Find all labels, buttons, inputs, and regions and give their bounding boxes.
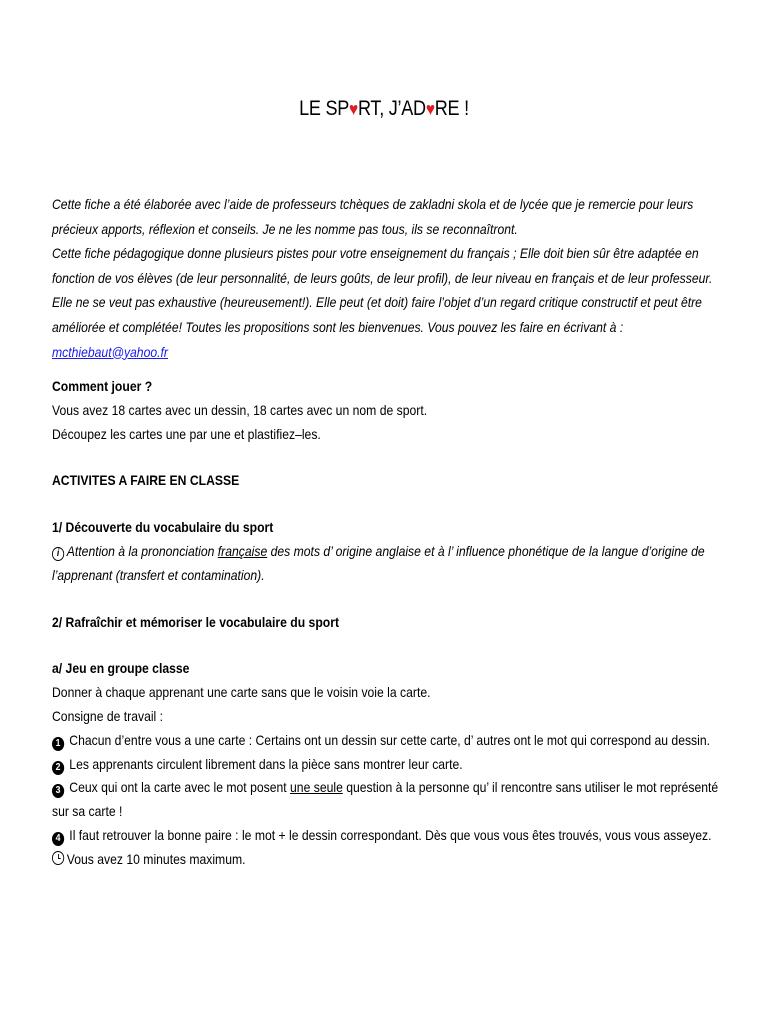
activities-heading: ACTIVITES A FAIRE EN CLASSE [52,472,240,489]
step-1 [52,729,731,753]
intro-text-2-body: Cette fiche pédagogique donne plusieurs pistes pour votre enseignement du français ; Elle doit bien sûr être adaptée en fonction de vos élèves (de leur personnalité, de leurs goûts, de leur profil), de leur niveau en français et de leur professeur. Elle ne se veut pas exhaustive (heureusement!). Elle peut (et doit) faire l’objet d’un regard critique constructif et peut être améliorée et complétée! Toutes les propositions sont les bienvenues. Vous pouvez les faire en écrivant à : [52,245,713,335]
step-3-underlined: une seule [290,779,343,796]
step-3 [52,776,731,824]
timer-text: Vous avez 10 minutes maximum. [66,850,246,867]
step-4-text: Il faut retrouver la bonne paire : le mot + le dessin correspondant. Dès que vous vous êtes trouvés, vous vous asseyez. [69,826,712,843]
main-content [52,375,731,872]
number-1-icon: 1 [52,737,64,751]
game-heading: a/ Jeu en groupe classe [52,660,190,677]
step-1-text: Chacun d’entre vous a une carte : Certains ont un dessin sur cette carte, d’ autres ont le mot qui correspond au dessin. [69,731,711,748]
step-2-text: Les apprenants circulent librement dans la pièce sans montrer leur carte. [69,755,463,772]
note-text-b: des mots d’ origine anglaise et à l’ influence phonétique de la langue d’origine de l’apprenant (transfert et contamination). [52,542,705,583]
step-2 [52,753,731,777]
page-title [54,97,714,121]
step-3-text-b: question à la personne qu’ il rencontre sans utiliser le mot représenté sur sa carte ! [52,779,719,820]
intro-paragraph [52,192,713,364]
clock-icon [52,851,64,865]
step-4 [52,824,731,848]
intro-text-1: Cette fiche a été élaborée avec l’aide de professeurs tchèques de zakladni skola et de lycée que je remercie pour leurs précieux apports, réflexion et conseils. Je ne les nomme pas tous, ils se reconnaîtront. [52,196,694,237]
note-text-a: Attention à la prononciation [66,542,218,559]
heart-icon: ♥ [349,99,358,119]
timer-line [52,848,731,872]
intro-text-2 [52,241,713,364]
step-3-text-a: Ceux qui ont la carte avec le mot posent [69,779,291,796]
note-text-underlined: française [217,542,268,559]
pronunciation-note [52,540,731,588]
section-1-heading: 1/ Découverte du vocabulaire du sport [52,519,274,536]
game-line-2: Consigne de travail : [52,707,164,724]
number-2-icon: 2 [52,761,64,775]
title-part-1: LE SP [299,97,350,120]
info-icon: i [52,547,64,561]
number-3-icon: 3 [52,784,64,798]
how-to-play-heading: Comment jouer ? [52,378,153,394]
how-to-play-line-2: Découpez les cartes une par une et plastifiez–les. [52,425,321,442]
email-link[interactable]: mcthiebaut@yahoo.fr [52,343,168,360]
section-2-heading: 2/ Rafraîchir et mémoriser le vocabulaire du sport [52,613,340,630]
game-line-1: Donner à chaque apprenant une carte sans que le voisin voie la carte. [52,684,431,701]
how-to-play-line-1: Vous avez 18 cartes avec un dessin, 18 cartes avec un nom de sport. [52,401,428,418]
number-4-icon: 4 [52,832,64,846]
title-part-3: RE ! [434,97,469,120]
title-part-2: RT, J’AD [357,97,426,120]
heart-icon: ♥ [425,99,435,119]
